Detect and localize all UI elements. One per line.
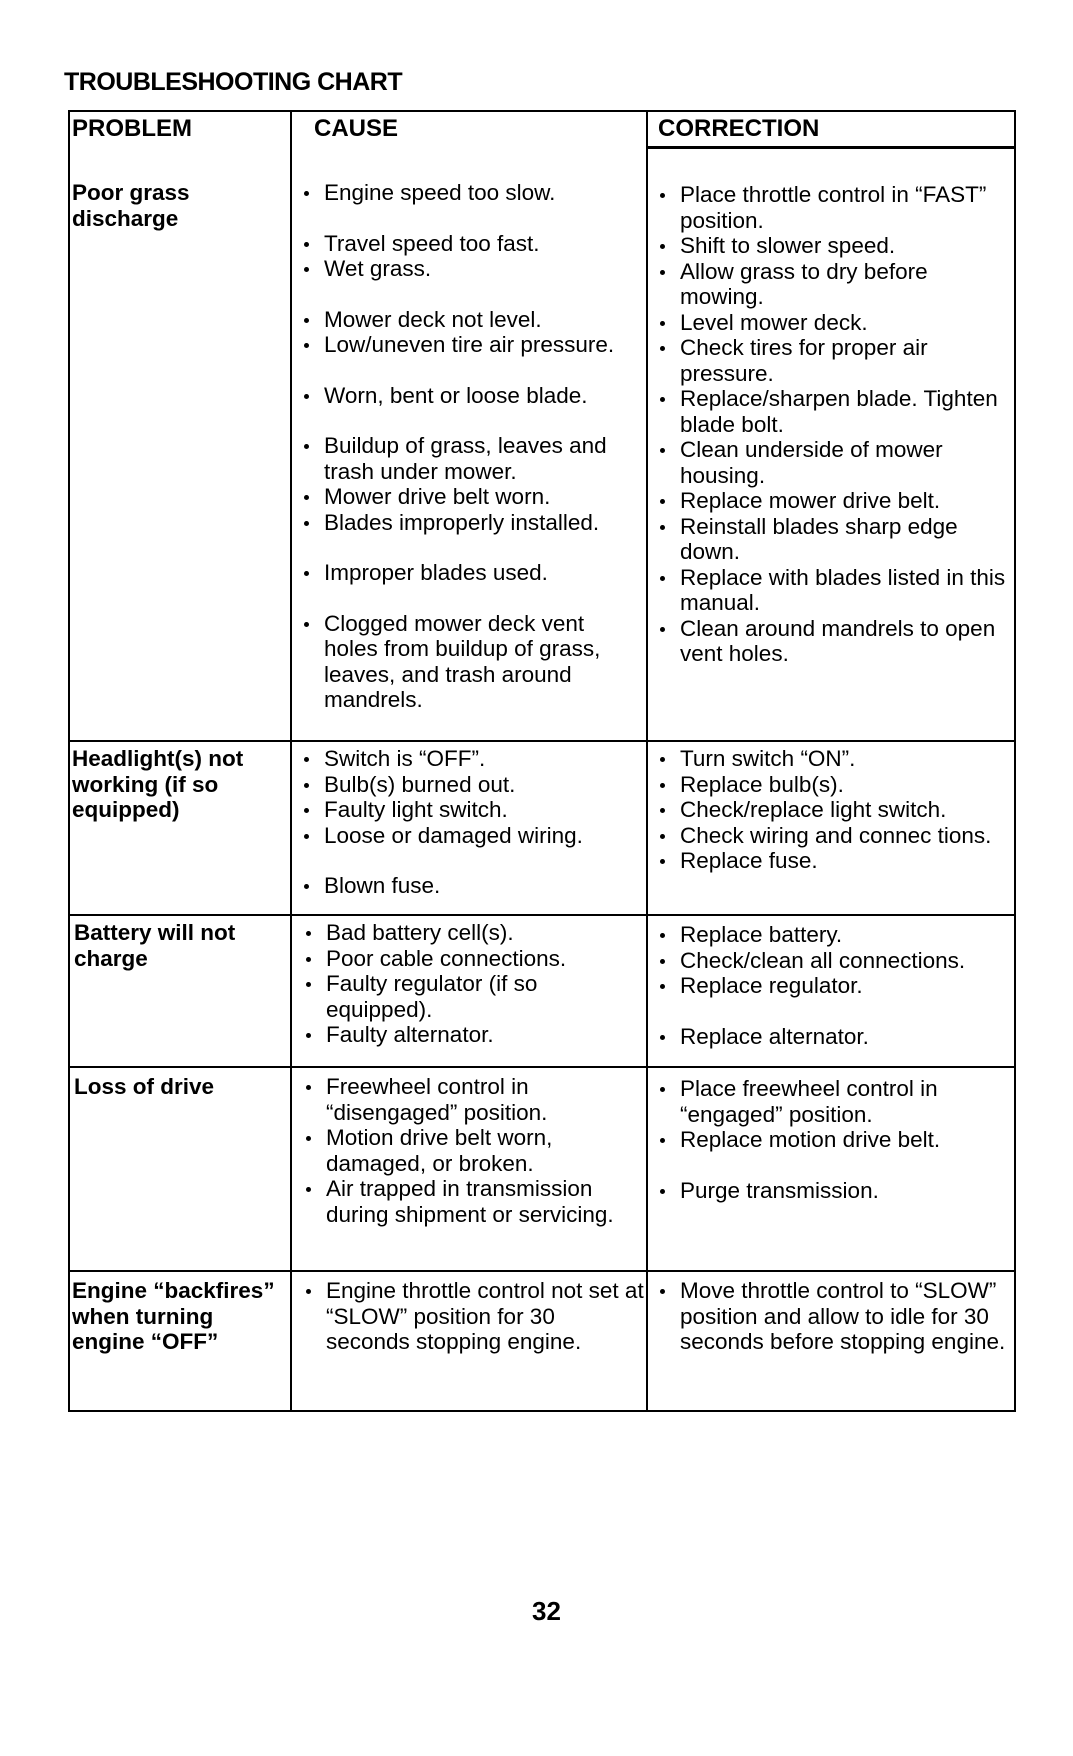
- troubleshooting-table: [68, 110, 1016, 1412]
- header-underline: [648, 146, 1016, 149]
- list-item: Check/replace light switch.: [654, 797, 1012, 823]
- list-item: Poor cable connections.: [300, 946, 644, 972]
- list-item: Replace bulb(s).: [654, 772, 1012, 798]
- problem-cell: Battery will not charge: [74, 920, 236, 971]
- list-item: Check wiring and connec tions.: [654, 823, 1012, 849]
- list-item: Shift to slower speed.: [654, 233, 1012, 259]
- list-item: Buildup of grass, leaves and trash under mower.: [298, 433, 644, 484]
- list-gap: [298, 206, 644, 231]
- list-gap: [298, 358, 644, 383]
- problem-cell: Loss of drive: [74, 1074, 215, 1099]
- list-item: Faulty regulator (if so equipped).: [300, 971, 644, 1022]
- cause-list: [298, 180, 644, 713]
- problem-cell: Headlight(s) not working (if so equipped): [72, 746, 244, 822]
- list-item: Clean around mandrels to open vent holes.: [654, 616, 1012, 667]
- cause-list: [298, 746, 644, 899]
- list-item: Place freewheel control in “engaged” position.: [654, 1076, 1012, 1127]
- list-item: Clean underside of mower housing.: [654, 437, 1012, 488]
- list-gap: [298, 848, 644, 873]
- chart-title: TROUBLESHOOTING CHART: [64, 68, 403, 96]
- list-item: Replace motion drive belt.: [654, 1127, 1012, 1153]
- list-item: Engine throttle control not set at “SLOW” position for 30 seconds stopping engine.: [300, 1278, 644, 1355]
- list-item: Mower drive belt worn.: [298, 484, 644, 510]
- list-item: Purge transmission.: [654, 1178, 1012, 1204]
- problem-cell: Poor grass discharge: [72, 180, 190, 231]
- list-gap: [654, 1153, 1012, 1178]
- list-item: Switch is “OFF”.: [298, 746, 644, 772]
- cause-list: [300, 920, 644, 1048]
- list-item: Reinstall blades sharp edge down.: [654, 514, 1012, 565]
- list-item: Replace with blades listed in this manual.: [654, 565, 1012, 616]
- list-item: Replace fuse.: [654, 848, 1012, 874]
- list-item: Replace mower drive belt.: [654, 488, 1012, 514]
- table-border-left: [68, 110, 70, 1410]
- problem-cell: Engine “backfires” when turning engine “OFF”: [72, 1278, 275, 1354]
- correction-list: [654, 746, 1012, 874]
- cause-list: [300, 1278, 644, 1355]
- list-item: Improper blades used.: [298, 560, 644, 586]
- list-item: Level mower deck.: [654, 310, 1012, 336]
- column-divider-1: [290, 110, 292, 1410]
- table-border-top: [68, 110, 1016, 112]
- list-item: Blades improperly installed.: [298, 510, 644, 536]
- list-item: Wet grass.: [298, 256, 644, 282]
- list-item: Replace/sharpen blade. Tighten blade bolt.: [654, 386, 1012, 437]
- header-problem: PROBLEM: [72, 115, 192, 142]
- row-divider-1: [68, 740, 1016, 742]
- list-item: Worn, bent or loose blade.: [298, 383, 644, 409]
- list-item: Blown fuse.: [298, 873, 644, 899]
- cause-list: [300, 1074, 644, 1227]
- list-item: Loose or damaged wiring.: [298, 823, 644, 849]
- list-item: Motion drive belt worn, damaged, or broken.: [300, 1125, 644, 1176]
- correction-list: [654, 1076, 1012, 1203]
- row-divider-4: [68, 1270, 1016, 1272]
- list-item: Air trapped in transmission during shipment or servicing.: [300, 1176, 644, 1227]
- list-gap: [298, 535, 644, 560]
- column-divider-2: [646, 110, 648, 1410]
- list-item: Turn switch “ON”.: [654, 746, 1012, 772]
- page-number: 32: [532, 1596, 561, 1626]
- header-cause: CAUSE: [314, 115, 399, 142]
- list-item: Engine speed too slow.: [298, 180, 644, 206]
- list-item: Place throttle control in “FAST” position.: [654, 182, 1012, 233]
- correction-list: [654, 1278, 1012, 1355]
- list-item: Allow grass to dry before mowing.: [654, 259, 1012, 310]
- list-item: Replace battery.: [654, 922, 1012, 948]
- list-item: Bad battery cell(s).: [300, 920, 644, 946]
- list-item: Mower deck not level.: [298, 307, 644, 333]
- table-border-bottom: [68, 1410, 1016, 1412]
- list-gap: [298, 408, 644, 433]
- correction-list: [654, 922, 1012, 1049]
- list-item: Replace regulator.: [654, 973, 1012, 999]
- list-item: Faulty alternator.: [300, 1022, 644, 1048]
- list-item: Freewheel control in “disengaged” position.: [300, 1074, 644, 1125]
- list-item: Move throttle control to “SLOW” position and allow to idle for 30 seconds before stopping engine.: [654, 1278, 1012, 1355]
- row-divider-3: [68, 1066, 1016, 1068]
- list-gap: [298, 282, 644, 307]
- list-item: Check tires for proper air pressure.: [654, 335, 1012, 386]
- list-item: Low/uneven tire air pressure.: [298, 332, 644, 358]
- list-item: Replace alternator.: [654, 1024, 1012, 1050]
- table-border-right: [1014, 110, 1016, 1410]
- correction-list: [654, 182, 1012, 667]
- list-item: Clogged mower deck vent holes from buildup of grass, leaves, and trash around mandrels.: [298, 611, 644, 713]
- header-correction: CORRECTION: [658, 115, 820, 142]
- list-gap: [298, 586, 644, 611]
- list-gap: [654, 999, 1012, 1024]
- list-item: Faulty light switch.: [298, 797, 644, 823]
- list-item: Travel speed too fast.: [298, 231, 644, 257]
- row-divider-2: [68, 914, 1016, 916]
- list-item: Check/clean all connections.: [654, 948, 1012, 974]
- list-item: Bulb(s) burned out.: [298, 772, 644, 798]
